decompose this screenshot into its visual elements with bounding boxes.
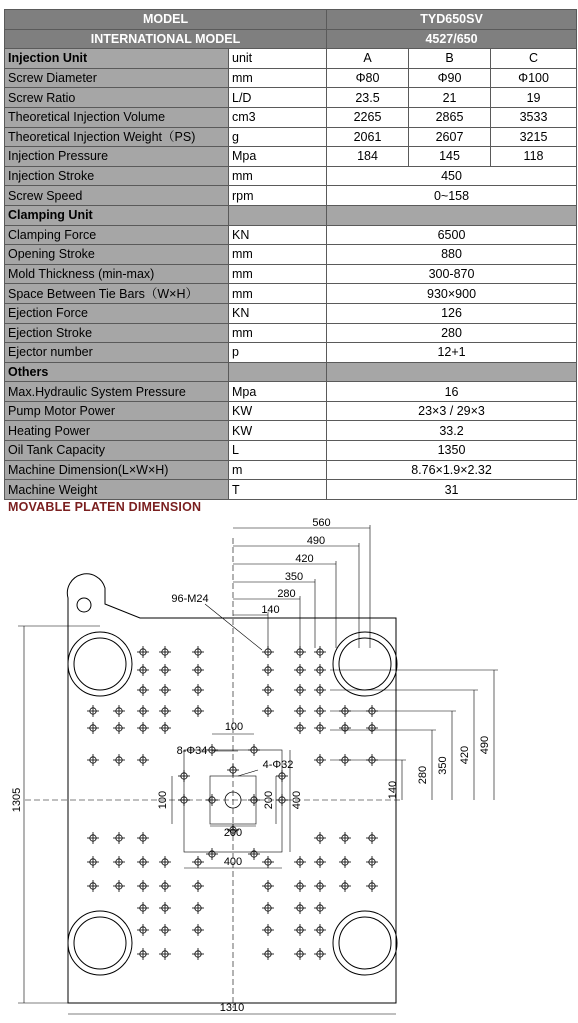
spec-unit: mm (229, 68, 327, 88)
model-label: MODEL (5, 10, 327, 30)
section-header-injection (5, 49, 577, 69)
spec-label: Screw Speed (5, 186, 229, 206)
screw-option-header: B (409, 49, 491, 69)
spec-unit: mm (229, 166, 327, 186)
spec-label: Machine Dimension(L×W×H) (5, 460, 229, 480)
spec-value: 2865 (409, 107, 491, 127)
spec-row (5, 147, 577, 167)
spec-unit: mm (229, 264, 327, 284)
spec-row (5, 401, 577, 421)
platen-holes (87, 646, 378, 960)
spec-row (5, 245, 577, 265)
spec-label: Screw Diameter (5, 68, 229, 88)
spec-row (5, 460, 577, 480)
section-header-others (5, 362, 577, 382)
spec-value: 19 (491, 88, 577, 108)
spec-row (5, 186, 577, 206)
right-dimension-label: 350 (437, 756, 449, 775)
thread-label: 96-M24 (171, 593, 209, 605)
spec-row (5, 264, 577, 284)
right-dimension-label: 280 (417, 765, 429, 785)
height-dimension-label: 1305 (11, 787, 23, 813)
spec-label: Theoretical Injection Volume (5, 107, 229, 127)
spec-unit: Mpa (229, 382, 327, 402)
spec-row (5, 343, 577, 363)
spec-unit: rpm (229, 186, 327, 206)
spec-value: 3215 (491, 127, 577, 147)
spec-value: 2061 (327, 127, 409, 147)
spec-value: Φ80 (327, 68, 409, 88)
spec-label: Oil Tank Capacity (5, 441, 229, 461)
top-dimension-label: 350 (284, 571, 304, 583)
section-fill (327, 362, 577, 382)
tie-bar-hole-outer (333, 911, 397, 975)
tie-bar-hole-inner (74, 638, 126, 690)
spec-value: 21 (409, 88, 491, 108)
spec-row (5, 88, 577, 108)
spec-unit: T (229, 480, 327, 500)
top-dimension-label: 420 (295, 553, 314, 565)
leader-line (238, 770, 258, 776)
spec-value: 184 (327, 147, 409, 167)
spec-unit: m (229, 460, 327, 480)
spec-label: Ejection Force (5, 303, 229, 323)
unit-header: unit (229, 49, 327, 69)
tie-bar-hole-outer (333, 632, 397, 696)
spec-unit: p (229, 343, 327, 363)
spec-row (5, 303, 577, 323)
spec-label: Opening Stroke (5, 245, 229, 265)
center-dimension-label: 200 (223, 827, 243, 839)
spec-value: 16 (327, 382, 577, 402)
center-dimension-label: 200 (263, 790, 275, 810)
spec-label: Pump Motor Power (5, 401, 229, 421)
spec-label: Heating Power (5, 421, 229, 441)
spec-label: Theoretical Injection Weight（PS) (5, 127, 229, 147)
platen-outline (67, 574, 397, 1003)
spec-value: 31 (327, 480, 577, 500)
spec-value: 126 (327, 303, 577, 323)
section-fill (327, 205, 577, 225)
spec-value: 2607 (409, 127, 491, 147)
spec-value: Φ100 (491, 68, 577, 88)
model-value: TYD650SV (327, 10, 577, 30)
spec-label: Space Between Tie Bars（W×H） (5, 284, 229, 304)
spec-unit: L/D (229, 88, 327, 108)
spec-value: 300-870 (327, 264, 577, 284)
spec-unit: Mpa (229, 147, 327, 167)
spec-value: 23×3 / 29×3 (327, 401, 577, 421)
center-dimension-label: 400 (223, 856, 243, 868)
spec-row (5, 480, 577, 500)
top-dimension-label: 140 (261, 604, 280, 616)
section-title: Clamping Unit (5, 205, 229, 225)
spec-row (5, 382, 577, 402)
right-dimension-label: 140 (387, 780, 399, 800)
width-dimension-label: 1310 (219, 1002, 245, 1014)
intl-model-row (5, 29, 577, 49)
right-dimension-label: 490 (479, 735, 491, 755)
platen-section-title: MOVABLE PLATEN DIMENSION (8, 500, 202, 514)
top-dimension-label: 280 (277, 588, 296, 600)
hole-label: 4-Φ32 (262, 759, 294, 771)
spec-value: 145 (409, 147, 491, 167)
center-dimension-label: 100 (224, 721, 244, 733)
spec-value: 6500 (327, 225, 577, 245)
spec-value: 33.2 (327, 421, 577, 441)
spec-label: Mold Thickness (min-max) (5, 264, 229, 284)
spec-value: 280 (327, 323, 577, 343)
spec-unit: KW (229, 401, 327, 421)
spec-label: Injection Stroke (5, 166, 229, 186)
platen-drawing (0, 518, 578, 1023)
section-title: Others (5, 362, 229, 382)
spec-value: Φ90 (409, 68, 491, 88)
leader-line (205, 604, 262, 650)
center-dimension-label: 400 (291, 790, 303, 810)
spec-unit: g (229, 127, 327, 147)
spec-table (4, 9, 577, 500)
section-header-clamping (5, 205, 577, 225)
spec-label: Clamping Force (5, 225, 229, 245)
spec-label: Screw Ratio (5, 88, 229, 108)
spec-value: 0~158 (327, 186, 577, 206)
hole-label: 8-Φ34 (176, 745, 208, 757)
spec-row (5, 68, 577, 88)
intl-model-label: INTERNATIONAL MODEL (5, 29, 327, 49)
spec-value: 118 (491, 147, 577, 167)
screw-option-header: A (327, 49, 409, 69)
platen-labels (11, 518, 491, 1014)
spec-value: 1350 (327, 441, 577, 461)
spec-row (5, 284, 577, 304)
spec-label: Injection Pressure (5, 147, 229, 167)
spec-unit: L (229, 441, 327, 461)
spec-label: Machine Weight (5, 480, 229, 500)
spec-unit: mm (229, 284, 327, 304)
top-dimension-label: 490 (306, 535, 326, 547)
spec-value: 2265 (327, 107, 409, 127)
right-dimension-label: 420 (459, 745, 471, 765)
spec-value: 12+1 (327, 343, 577, 363)
spec-row (5, 421, 577, 441)
spec-row (5, 225, 577, 245)
spec-row (5, 166, 577, 186)
model-row (5, 10, 577, 30)
spec-value: 450 (327, 166, 577, 186)
intl-model-value: 4527/650 (327, 29, 577, 49)
section-title: Injection Unit (5, 49, 229, 69)
tie-bar-hole-inner (339, 917, 391, 969)
spec-unit: mm (229, 245, 327, 265)
spec-unit: KN (229, 225, 327, 245)
spec-unit: mm (229, 323, 327, 343)
spec-row (5, 441, 577, 461)
screw-option-header: C (491, 49, 577, 69)
top-dimension-label: 560 (312, 518, 331, 529)
spec-unit: KW (229, 421, 327, 441)
spec-label: Ejector number (5, 343, 229, 363)
spec-row (5, 127, 577, 147)
center-dimension-label: 100 (157, 790, 169, 810)
section-fill (229, 205, 327, 225)
lifting-eye (77, 598, 91, 612)
tie-bar-hole-outer (68, 911, 132, 975)
spec-value: 8.76×1.9×2.32 (327, 460, 577, 480)
spec-value: 930×900 (327, 284, 577, 304)
spec-value: 880 (327, 245, 577, 265)
spec-label: Ejection Stroke (5, 323, 229, 343)
tie-bar-hole-inner (74, 917, 126, 969)
tie-bar-hole-inner (339, 638, 391, 690)
spec-row (5, 107, 577, 127)
spec-row (5, 323, 577, 343)
spec-unit: cm3 (229, 107, 327, 127)
tie-bar-hole-outer (68, 632, 132, 696)
spec-value: 23.5 (327, 88, 409, 108)
section-fill (229, 362, 327, 382)
spec-value: 3533 (491, 107, 577, 127)
spec-unit: KN (229, 303, 327, 323)
spec-label: Max.Hydraulic System Pressure (5, 382, 229, 402)
